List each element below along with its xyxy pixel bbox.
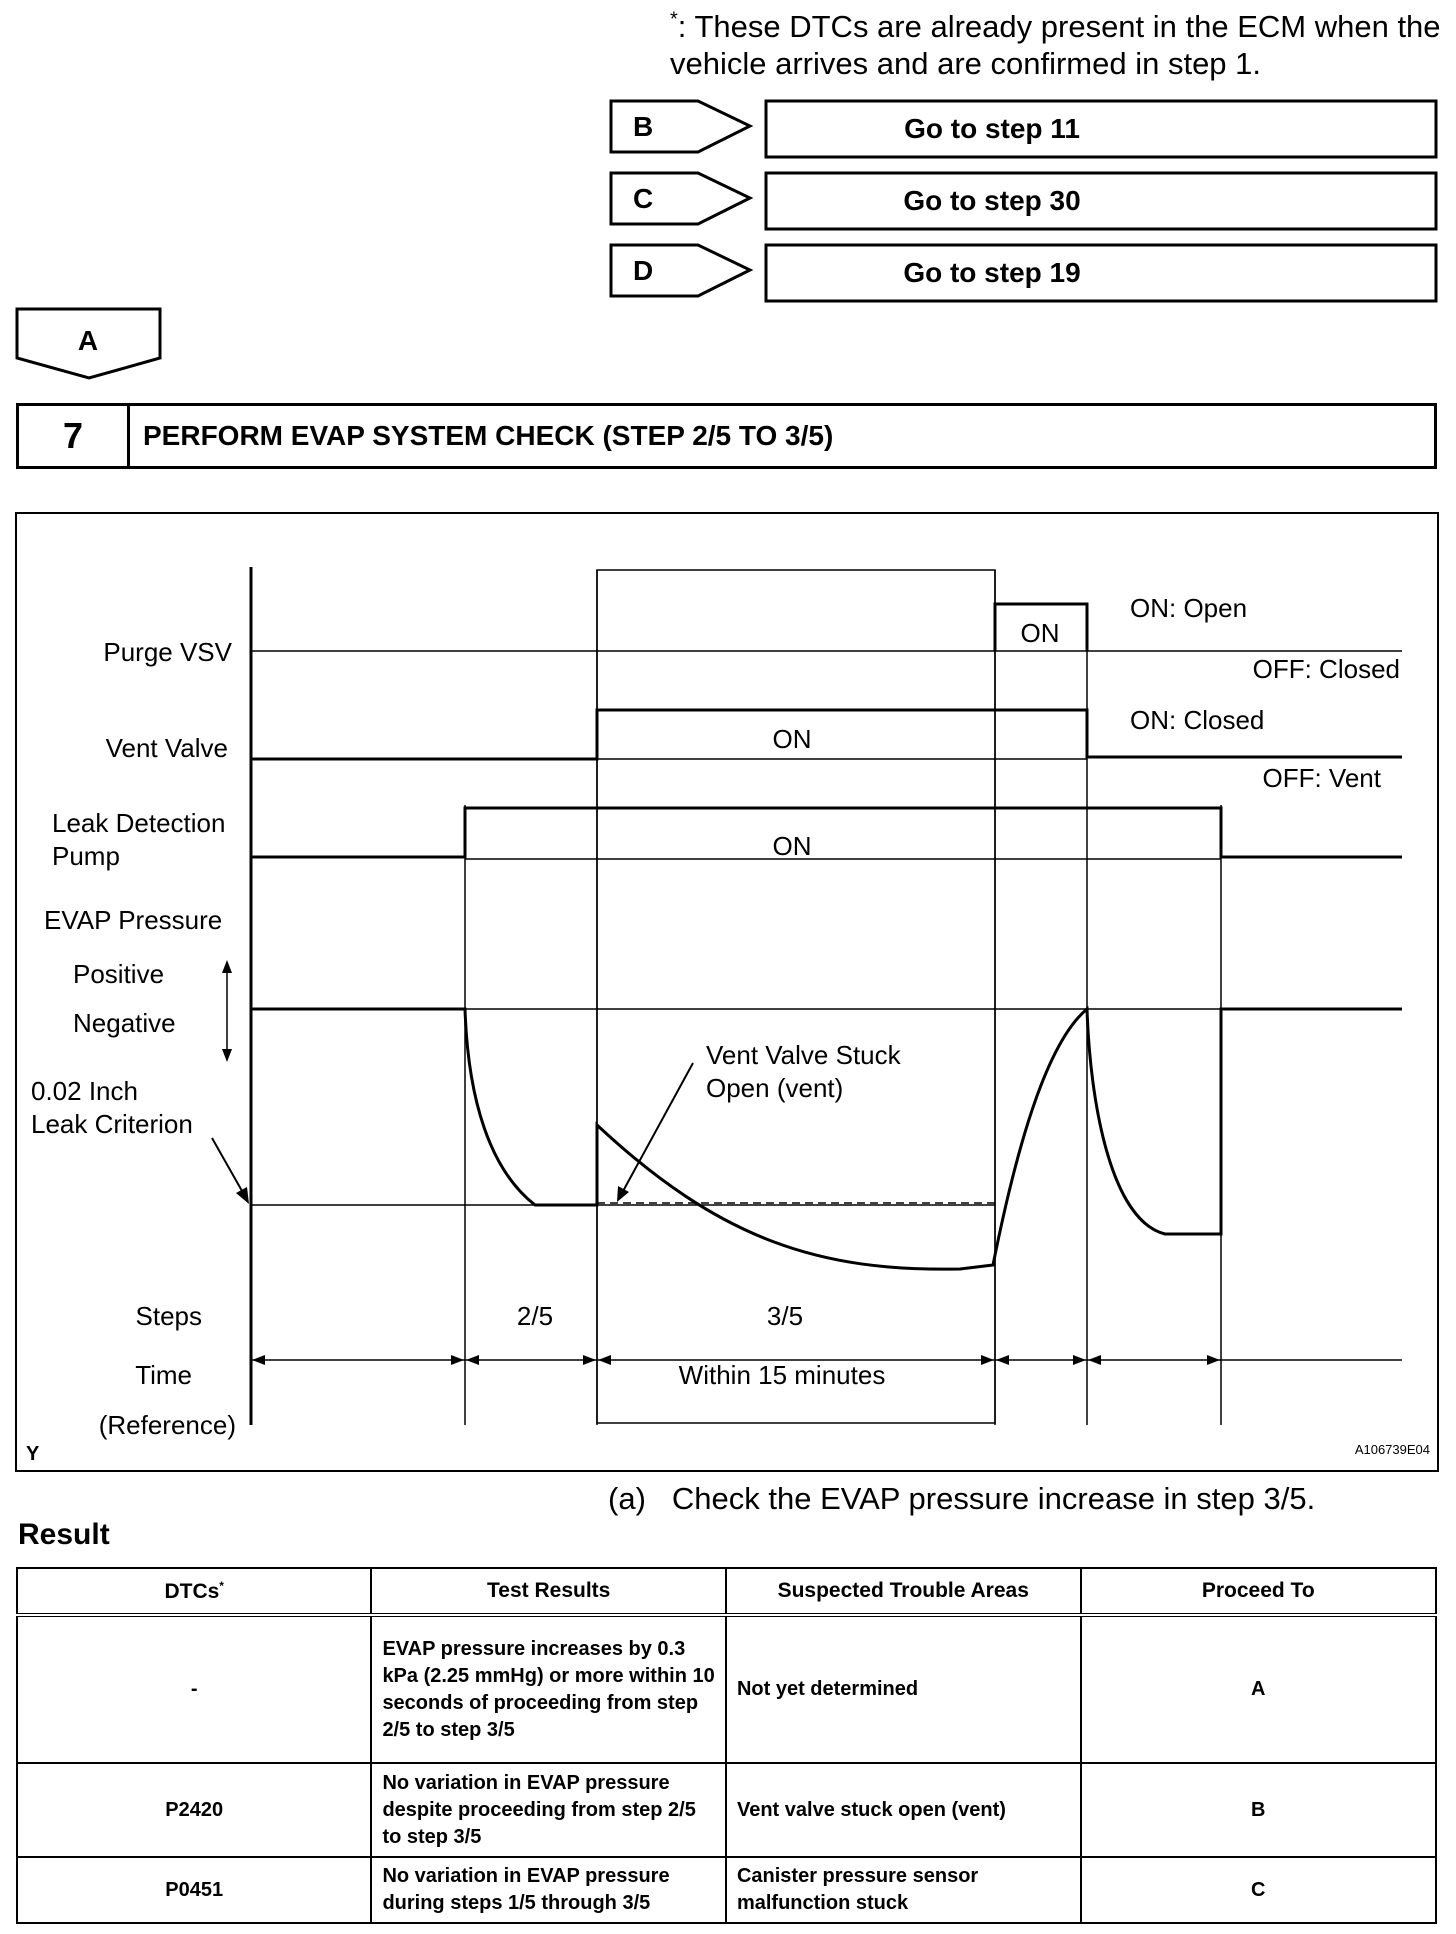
branch-b-letter: B	[633, 111, 654, 142]
branch-c-letter: C	[633, 183, 654, 214]
result-heading: Result	[18, 1518, 110, 1551]
reference-label: (Reference)	[98, 1410, 236, 1440]
branch-d-letter: D	[633, 255, 654, 286]
time-label: Time	[135, 1360, 192, 1390]
step-title-bar	[16, 403, 1437, 469]
step-number: 7	[19, 406, 130, 466]
header-proceed-to: Proceed To	[1081, 1568, 1436, 1615]
branch-d[interactable]	[611, 245, 1436, 301]
vent-valve-off-desc: OFF: Vent	[1262, 763, 1381, 793]
table-header-row	[17, 1568, 1436, 1615]
continue-a-tag	[14, 305, 164, 385]
row-result: No variation in EVAP pressure despite proceeding from step 2/5 to step 3/5	[371, 1763, 726, 1857]
timing-diagram	[14, 511, 1442, 1474]
branch-b-tag	[611, 101, 750, 152]
result-table	[16, 1567, 1437, 1924]
criterion-label-2: Leak Criterion	[31, 1109, 193, 1139]
row-area: Canister pressure sensor malfunction stuck	[726, 1857, 1081, 1923]
purge-vsv-off-desc: OFF: Closed	[1252, 654, 1400, 684]
branch-d-box	[766, 245, 1436, 301]
check-text: Check the EVAP pressure increase in step 3/5.	[671, 1481, 1316, 1516]
row-dtc: -	[17, 1615, 371, 1763]
purge-vsv-on: ON	[1020, 618, 1060, 648]
row-proceed: C	[1081, 1857, 1436, 1923]
dtc-note	[670, 8, 1450, 82]
purge-vsv-on-desc: ON: Open	[1130, 593, 1248, 623]
branch-flow	[0, 90, 1456, 310]
branch-c-box	[766, 173, 1436, 229]
check-tag: (a)	[608, 1481, 646, 1516]
vent-stuck-label-1: Vent Valve Stuck	[706, 1040, 901, 1070]
branch-c-tag	[611, 173, 750, 224]
vent-stuck-label-2: Open (vent)	[706, 1073, 844, 1103]
vent-valve-label: Vent Valve	[105, 733, 228, 763]
vent-valve-on: ON	[772, 724, 812, 754]
check-instruction	[608, 1481, 1315, 1517]
leak-pump-label-1: Leak Detection	[52, 808, 226, 838]
row-area: Vent valve stuck open (vent)	[726, 1763, 1081, 1857]
header-test-results: Test Results	[371, 1568, 726, 1615]
positive-label: Positive	[73, 959, 165, 989]
step-title: PERFORM EVAP SYSTEM CHECK (STEP 2/5 TO 3/5)	[143, 420, 834, 451]
row-result: No variation in EVAP pressure during steps 1/5 through 3/5	[371, 1857, 726, 1923]
row-dtc: P2420	[17, 1763, 371, 1857]
steps-label: Steps	[135, 1301, 202, 1331]
figure-id: A106739E04	[1354, 1442, 1430, 1457]
header-suspected-areas: Suspected Trouble Areas	[726, 1568, 1081, 1615]
criterion-label-1: 0.02 Inch	[31, 1076, 138, 1106]
step-2-5-label: 2/5	[516, 1301, 554, 1331]
note-text: : These DTCs are already present in the ECM when the vehicle arrives and are confirmed in step 1.	[670, 9, 1441, 81]
table-row	[17, 1857, 1436, 1923]
branch-b-box	[766, 101, 1436, 157]
table-row	[17, 1763, 1436, 1857]
note-marker: *	[670, 8, 678, 31]
branch-d-action: Go to step 19	[903, 257, 1081, 288]
leak-pump-label-2: Pump	[52, 841, 120, 871]
branch-c-action: Go to step 30	[903, 185, 1081, 216]
corner-mark: Y	[26, 1443, 40, 1465]
header-dtcs: DTCs*	[17, 1568, 371, 1615]
row-proceed: A	[1081, 1615, 1436, 1763]
purge-vsv-label: Purge VSV	[103, 637, 232, 667]
row-result: EVAP pressure increases by 0.3 kPa (2.25 mmHg) or more within 10 seconds of proceeding from step 2/5 to step 3/5	[371, 1615, 726, 1763]
row-proceed: B	[1081, 1763, 1436, 1857]
row-area: Not yet determined	[726, 1615, 1081, 1763]
leak-pump-on: ON	[772, 831, 812, 861]
negative-label: Negative	[73, 1008, 176, 1038]
time-window-label: Within 15 minutes	[678, 1360, 886, 1390]
vent-valve-on-desc: ON: Closed	[1130, 705, 1265, 735]
evap-pressure-label: EVAP Pressure	[44, 905, 223, 935]
continue-a-letter: A	[77, 325, 99, 356]
branch-d-tag	[611, 245, 750, 296]
branch-b[interactable]	[611, 101, 1436, 157]
branch-b-action: Go to step 11	[904, 113, 1080, 144]
step-3-5-label: 3/5	[766, 1301, 804, 1331]
row-dtc: P0451	[17, 1857, 371, 1923]
branch-c[interactable]	[611, 173, 1436, 229]
header-marker: *	[219, 1578, 224, 1593]
table-row	[17, 1615, 1436, 1763]
